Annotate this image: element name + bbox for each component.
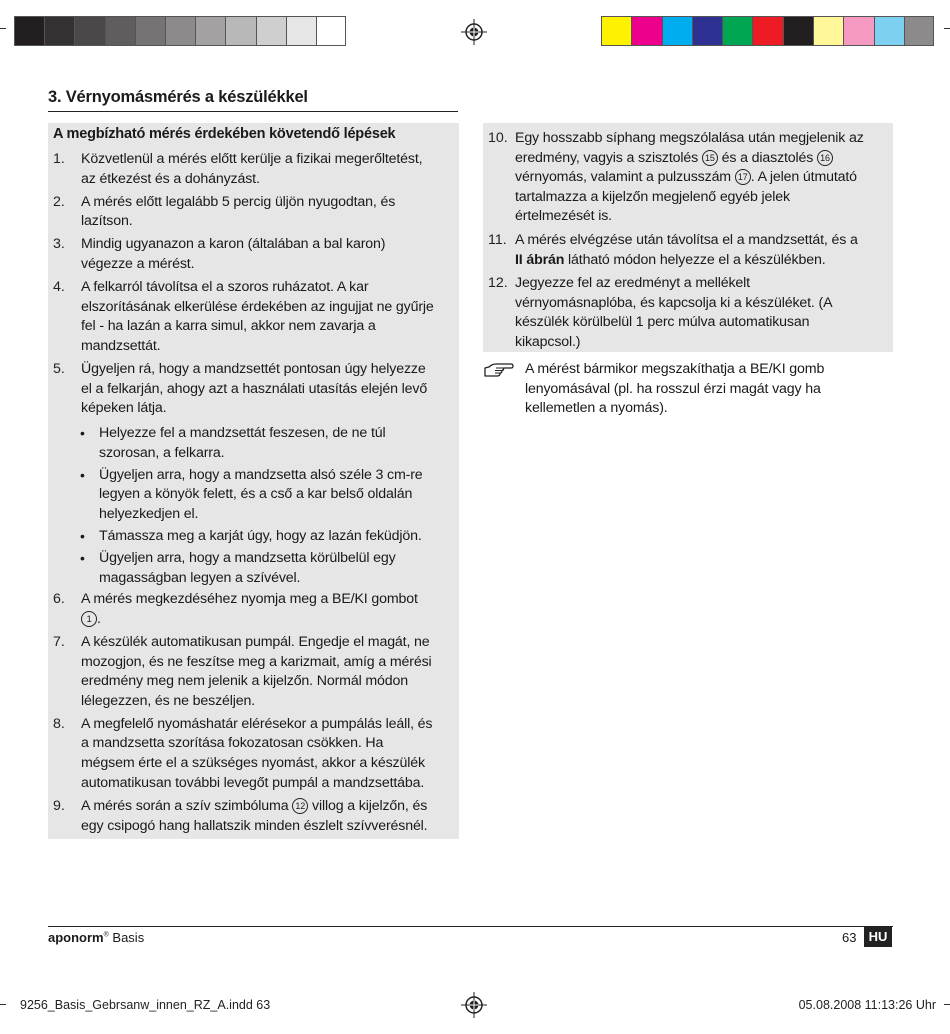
step-text: Ügyeljen rá, hogy a mandzsettét pontosan úgy helyezze el a felkarján, ahogy azt a használati utasítás elején levő képeken látja.: [81, 361, 428, 417]
step-number: 6.: [53, 591, 65, 607]
swatch: [722, 16, 752, 46]
step-number: 9.: [53, 798, 65, 814]
swatch: [286, 16, 316, 46]
device-marker-1: 1: [81, 611, 97, 627]
swatch: [74, 16, 104, 46]
step-number: 8.: [53, 715, 65, 732]
swatch: [195, 16, 225, 46]
print-slug-date: 05.08.2008 11:13:26 Uhr: [798, 998, 936, 1012]
swatch: [843, 16, 873, 46]
bullet-icon: •: [80, 466, 85, 483]
section-title: 3. Vérnyomásmérés a készülékkel: [48, 88, 458, 112]
step-number: 3.: [53, 236, 65, 253]
language-badge: HU: [864, 927, 892, 947]
step-text: A megfelelő nyomáshatár elérésekor a pumpálás leáll, és a mandzsetta szorítása fokozatosan csökken. Ha mégsem érte el a szükséges nyomást, akkor a készülék automatikusan további levegőt pumpál a mandzsettába.: [81, 715, 433, 791]
swatch: [631, 16, 661, 46]
bullet-text: Helyezze fel a mandzsettát feszesen, de ne túl szorosan, a felkarra.: [99, 425, 386, 461]
bullet-text: Ügyeljen arra, hogy a mandzsetta körülbelül egy magasságban legyen a szívével.: [99, 550, 396, 586]
panel-subheading: A megbízható mérés érdekében követendő lépések: [53, 126, 396, 142]
step-text: A készülék automatikusan pumpál. Engedje el magát, ne mozogjon, és ne feszítse meg a karizmait, amíg a mérési eredmény meg nem jelenik a kijelzőn. Normál módon lélegezzen, és ne beszéljen.: [81, 634, 432, 709]
swatch: [601, 16, 631, 46]
step-number: 4.: [53, 279, 65, 296]
swatch: [105, 16, 135, 46]
swatch: [692, 16, 722, 46]
device-marker-15: 15: [702, 150, 718, 166]
swatch: [813, 16, 843, 46]
step-text: A felkarról távolítsa el a szoros ruházatot. A kar elszorításának elkerülése érdekében az ingujjat ne gyűrje fel - ha lazán a karra simul, akkor nem zavarja a mandzsettát.: [81, 279, 434, 354]
device-marker-16: 16: [817, 150, 833, 166]
swatch: [904, 16, 934, 46]
swatch: [752, 16, 782, 46]
pointing-hand-icon: [484, 360, 514, 378]
registration-mark-icon: [461, 992, 487, 1018]
bullet-icon: •: [80, 425, 85, 441]
step-text: Egy hosszabb síphang megszólalása után megjelenik az eredmény, vagyis a szisztolés 15 és a diasztolés 16 vérnyomás, valamint a pulzusszám 17 . A jelen útmutató tartalmazza a kijelzőn megjelenő egyéb jelek értelmezését is.: [515, 130, 864, 225]
footer-divider: [48, 926, 893, 927]
step-text: Közvetlenül a mérés előtt kerülje a fizikai megerőltetést, az étkezést és a dohányzást.: [81, 151, 423, 187]
step-text: A mérés előtt legalább 5 percig üljön nyugodtan, és lazítson.: [81, 193, 396, 230]
swatch: [44, 16, 74, 46]
bullet-icon: •: [80, 550, 85, 567]
bullet-icon: •: [80, 528, 85, 544]
swatch: [225, 16, 255, 46]
swatch: [165, 16, 195, 46]
page-number: 63: [842, 930, 857, 945]
grayscale-calibration-bar: [14, 16, 346, 48]
swatch: [874, 16, 904, 46]
swatch: [14, 16, 44, 46]
figure-reference: II ábrán: [515, 251, 565, 268]
step-number: 10.: [488, 130, 508, 146]
step-number: 5.: [53, 361, 65, 377]
crop-mark: [944, 1004, 950, 1005]
registration-mark-icon: [461, 19, 487, 45]
step-number: 11.: [488, 232, 507, 248]
device-marker-12: 12: [292, 798, 308, 814]
step-text: Mindig ugyanazon a karon (általában a bal karon) végezze a mérést.: [81, 236, 386, 272]
step-text: A mérés elvégzése után távolítsa el a mandzsettát, és a II ábrán látható módon helyezze el a készülékben.: [515, 232, 858, 268]
swatch: [135, 16, 165, 46]
bullet-text: Ügyeljen arra, hogy a mandzsetta alsó széle 3 cm-re legyen a könyök felett, és a cső a kar belső oldalán helyezkedjen el.: [99, 466, 423, 522]
swatch: [783, 16, 813, 46]
crop-mark: [0, 1004, 6, 1005]
note-text: A mérést bármikor megszakíthatja a BE/KI gomb lenyomásával (pl. ha rosszul érzi magát vagy ha kellemetlen a nyomás).: [525, 361, 825, 417]
step-number: 2.: [53, 193, 65, 210]
step-text: A mérés megkezdéséhez nyomja meg a BE/KI gombot 1 .: [81, 591, 418, 627]
bullet-text: Támassza meg a karját úgy, hogy az lazán feküdjön.: [99, 528, 422, 544]
swatch: [316, 16, 346, 46]
color-calibration-bar: [601, 16, 934, 48]
swatch: [662, 16, 692, 46]
print-slug-file: 9256_Basis_Gebrsanw_innen_RZ_A.indd 63: [20, 998, 271, 1012]
product-brand: aponorm® Basis: [48, 930, 145, 945]
step-text: A mérés során a szív szimbóluma 12 villog a kijelzőn, és egy csipogó hang hallatszik minden észlelt szívverésnél.: [81, 798, 428, 834]
step-text: Jegyezze fel az eredményt a mellékelt vérnyomásnaplóba, és kapcsolja ki a készüléket. (A készülék körülbelül 1 perc múlva automatikusan kikapcsol.): [515, 275, 833, 350]
swatch: [256, 16, 286, 46]
step-number: 12.: [488, 275, 508, 291]
crop-mark: [0, 28, 6, 29]
device-marker-17: 17: [735, 169, 751, 185]
step-number: 1.: [53, 151, 65, 167]
crop-mark: [944, 28, 950, 29]
step-number: 7.: [53, 634, 65, 650]
